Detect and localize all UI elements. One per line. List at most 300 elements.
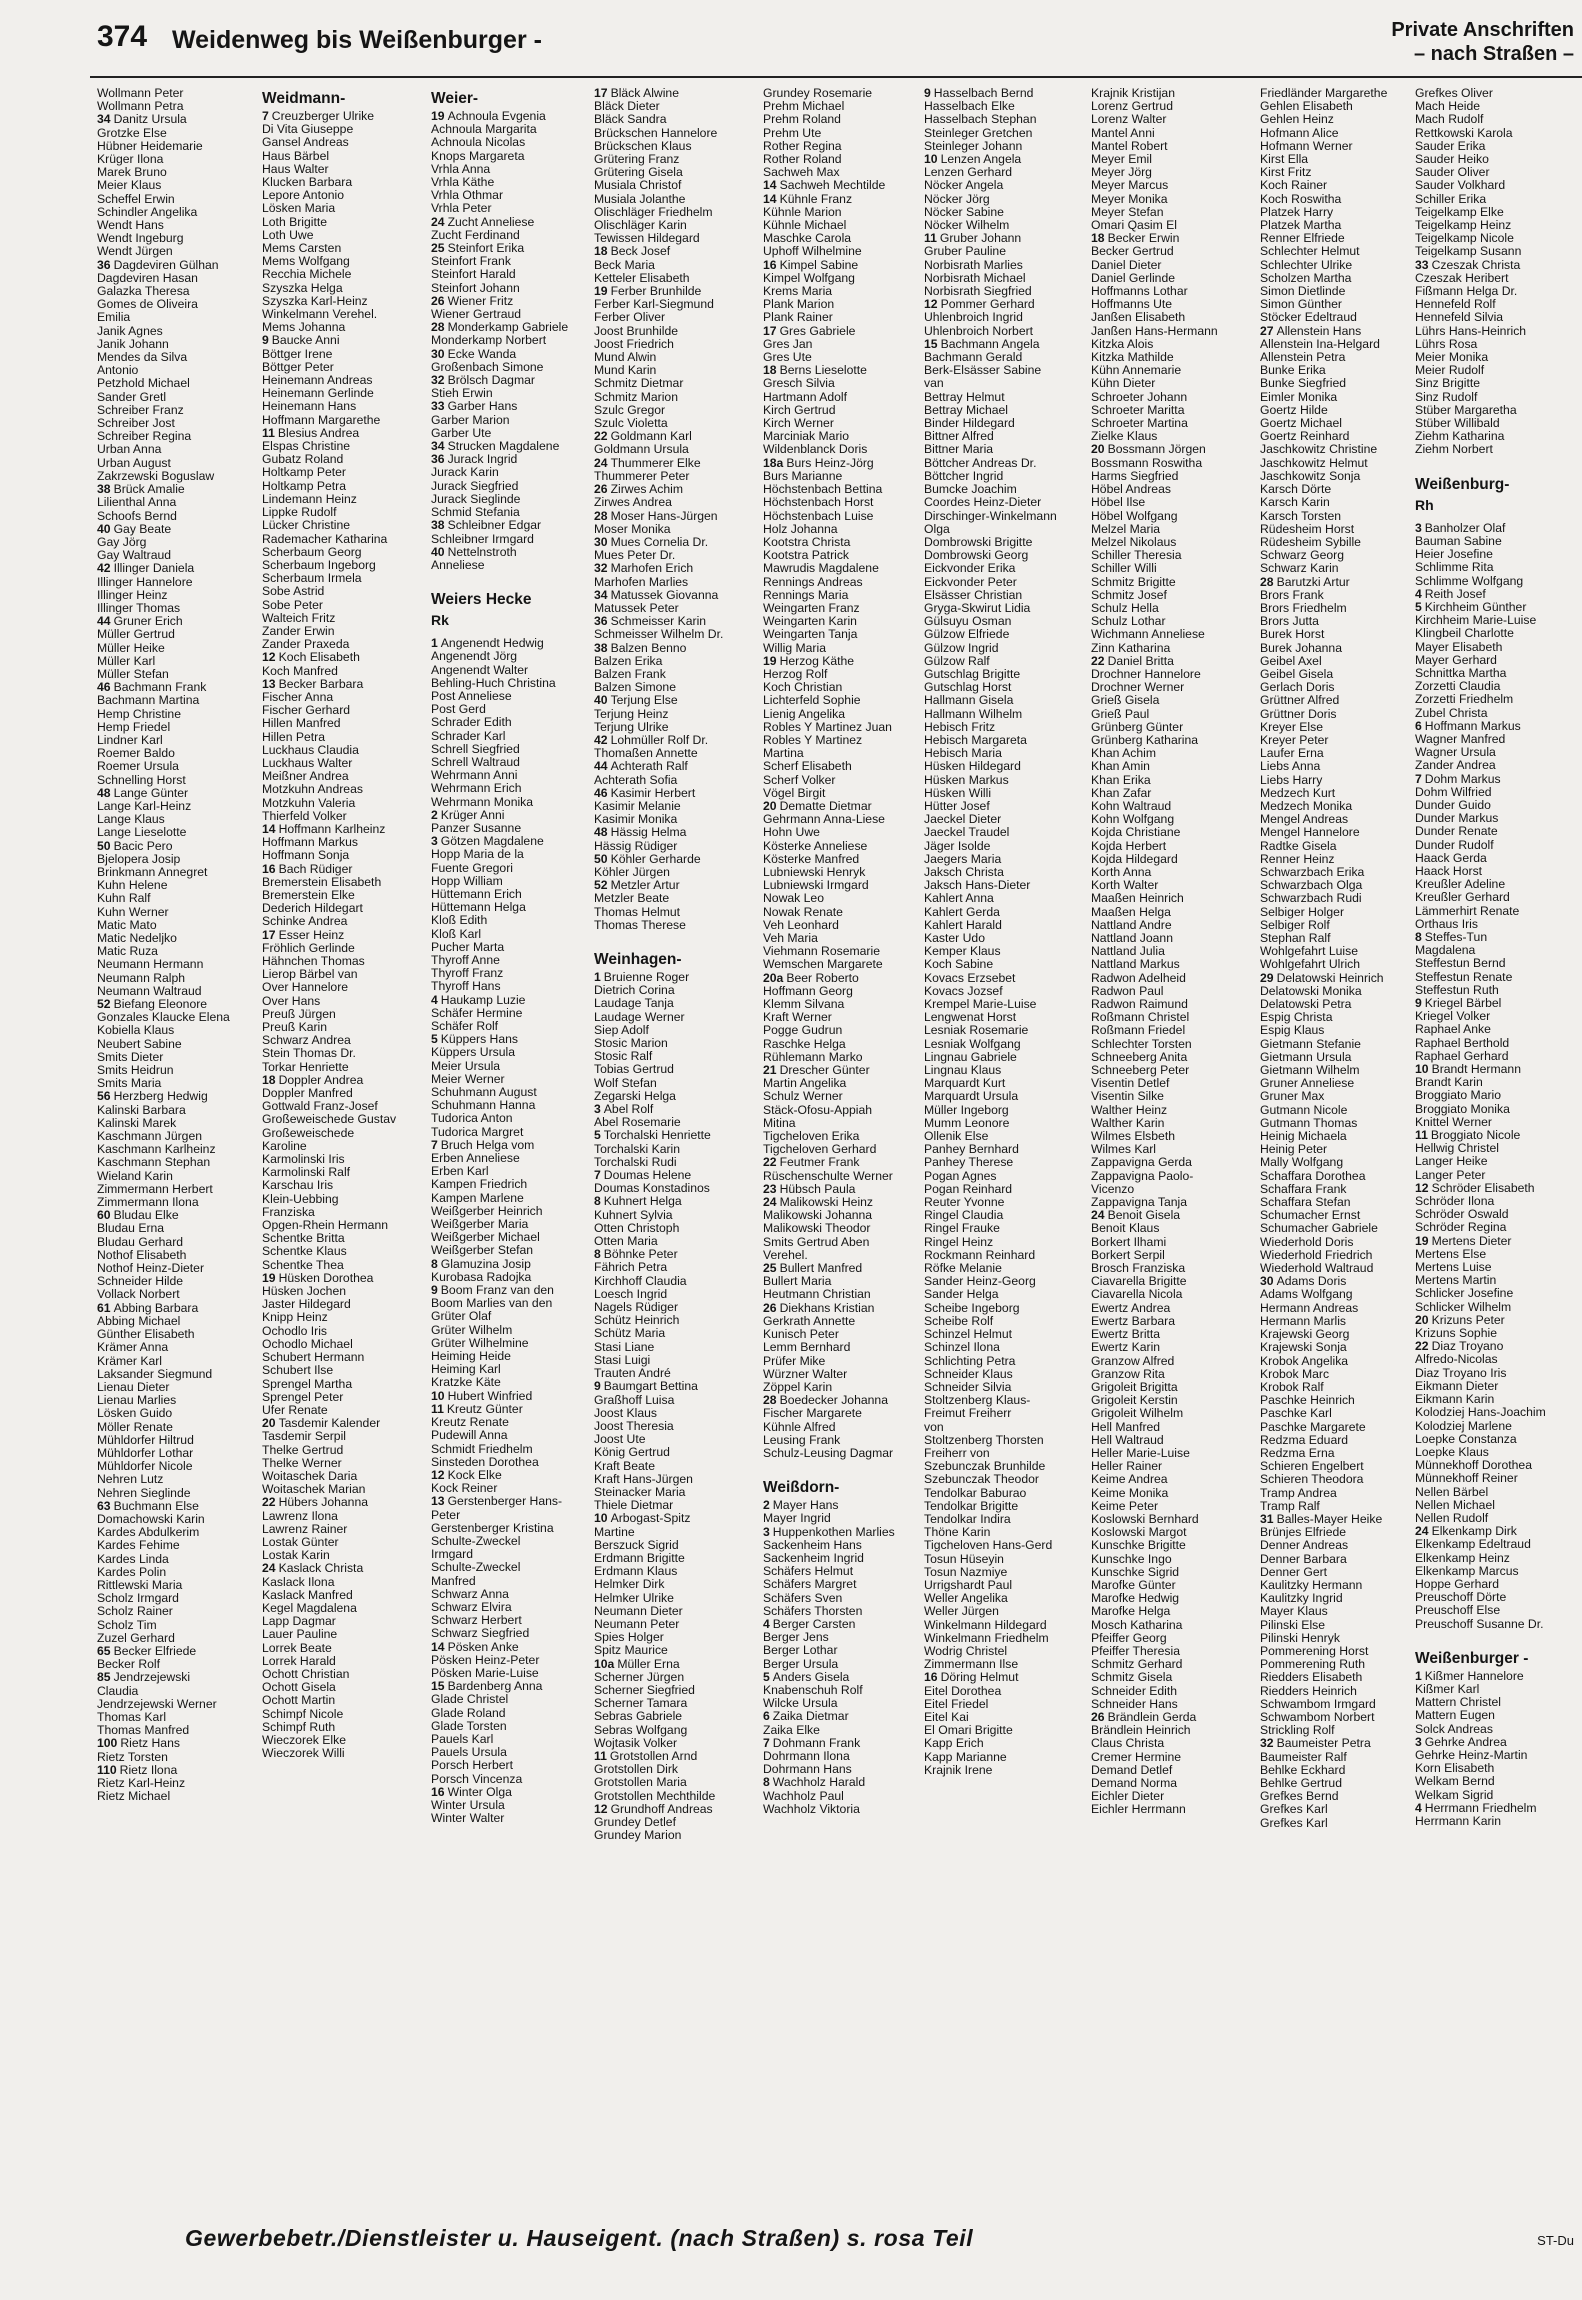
resident-name: Wachholz Harald [772,1776,866,1790]
directory-entry [262,1206,402,1219]
directory-entry [97,1500,237,1513]
resident-name: Loth Uwe [262,228,314,242]
resident-name: Lingnau Gabriele [924,1050,1017,1064]
resident-name: Marciniak Mario [763,430,850,444]
resident-name: Mems Wolfgang [262,255,350,269]
column-spacer [1415,457,1555,473]
directory-entry [1415,1406,1555,1419]
directory-entry [1415,272,1555,285]
directory-entry [431,1258,571,1271]
resident-name: Lohmüller Rolf Dr. [610,733,709,747]
directory-entry [431,1192,571,1205]
resident-name: Arbogast-Spitz [610,1512,691,1526]
house-number: 9 [1415,997,1422,1010]
resident-name: Gülzow Ralf [924,654,990,668]
resident-name: Brückschen Klaus [594,139,692,153]
directory-entry [924,813,1064,826]
directory-entry [1091,1685,1231,1698]
directory-entry [1415,1393,1555,1406]
directory-entry [763,1526,903,1539]
directory-entry [262,163,402,176]
directory-entry [594,1724,734,1737]
house-number: 40 [594,694,608,708]
directory-entry [1260,1394,1400,1407]
resident-name: Kitzka Alois [1091,337,1154,351]
directory-entry [1260,1711,1400,1724]
directory-entry [431,1205,571,1218]
resident-name: Steinacker Maria [594,1485,686,1499]
house-number: 10 [594,1512,608,1526]
resident-name: Jaksch Hans-Dieter [924,879,1031,893]
directory-entry [763,589,903,602]
resident-name: Fröhlich Gerlinde [262,941,355,955]
resident-name: Schulz Werner [763,1090,843,1104]
resident-name: Mund Alwin [594,351,657,365]
resident-name: Winter Olga [447,1785,512,1799]
resident-name: Schroeter Johann [1091,390,1188,404]
directory-entry [431,782,571,795]
resident-name: Medzech Kurt [1260,786,1336,800]
resident-name: Hofmann Werner [1260,139,1353,153]
resident-name: Joost Klaus [594,1406,658,1420]
directory-entry [924,998,1064,1011]
resident-name: Goldmann Ursula [594,443,689,457]
resident-name: Eichler Dieter [1091,1790,1165,1804]
resident-name: Grieß Paul [1091,707,1150,721]
house-number: 25 [763,1262,777,1276]
resident-name: Bruch Helga vom [440,1138,535,1152]
resident-name: Jaschkowitz Helmut [1260,456,1368,470]
house-number: 26 [594,483,608,497]
directory-entry [97,1553,237,1566]
directory-entry [594,311,734,324]
house-number: 23 [763,1182,777,1196]
directory-entry [262,1298,402,1311]
resident-name: Wagner Ursula [1415,746,1496,760]
resident-name: Lichterfeld Sophie [763,694,861,708]
resident-name: Steffestun Bernd [1415,957,1506,971]
resident-name: Liebs Anna [1260,760,1321,774]
house-number: 110 [97,1763,117,1777]
directory-entry [924,193,1064,206]
resident-name: Binder Hildegard [924,417,1015,431]
resident-name: Ziehm Katharina [1415,430,1505,444]
directory-entry [262,1444,402,1457]
directory-entry [763,153,903,166]
directory-entry [431,440,571,453]
directory-entry [431,835,571,848]
resident-name: Höchstenbach Bettina [763,483,883,497]
directory-entry [763,113,903,126]
resident-name: Panhey Bernhard [924,1143,1019,1157]
house-number: 33 [1415,258,1429,272]
directory-entry [924,1064,1064,1077]
directory-entry [1091,615,1231,628]
directory-entry [262,1562,402,1575]
resident-name: Zielke Klaus [1091,430,1158,444]
resident-name: Scherner Tamara [594,1697,688,1711]
resident-name: Schumacher Gabriele [1260,1222,1378,1236]
directory-entry [97,1645,237,1658]
directory-entry [262,1721,402,1734]
directory-entry [1260,1038,1400,1051]
directory-entry [97,1288,237,1301]
resident-name: Köhler Gerharde [610,852,701,866]
resident-name: Nöcker Jörg [924,192,990,206]
directory-entry [262,1232,402,1245]
resident-name: Doppler Andrea [278,1073,364,1087]
resident-name: Korn Elisabeth [1415,1762,1495,1776]
directory-entry [1091,1302,1231,1315]
directory-entry [594,866,734,879]
directory-column-8 [1260,87,1400,1830]
resident-name: Zuzel Gerhard [97,1631,175,1645]
resident-name: Schlicker Wilhelm [1415,1300,1512,1314]
resident-name: Pauels Karl [431,1732,494,1746]
resident-name: Martin Angelika [763,1077,847,1091]
resident-name: Wieczorek Elke [262,1733,346,1747]
resident-name: Winkelmann Friedhelm [924,1631,1049,1645]
directory-entry [594,338,734,351]
resident-name: Kreyer Else [1260,720,1323,734]
resident-name: Gerlach Doris [1260,681,1335,695]
directory-entry [594,298,734,311]
directory-entry [262,889,402,902]
resident-name: Bludau Elke [113,1209,179,1223]
house-number: 50 [594,852,608,866]
resident-name: Berger Carsten [772,1617,856,1631]
directory-entry [763,510,903,523]
resident-name: Scholzen Martha [1260,271,1352,285]
resident-name: Bettray Michael [924,403,1008,417]
directory-entry [594,166,734,179]
resident-name: Jurack Siegfried [431,479,519,493]
directory-entry [594,457,734,470]
resident-name: Dunder Renate [1415,825,1498,839]
directory-entry [97,1355,237,1368]
directory-entry [97,1513,237,1526]
directory-entry [97,417,237,430]
directory-entry [431,1178,571,1191]
resident-name: Knabenschuh Rolf [763,1683,863,1697]
directory-entry [1260,496,1400,509]
directory-entry [97,721,237,734]
directory-entry [1091,853,1231,866]
resident-name: Kahlert Anna [924,892,994,906]
directory-entry [1415,206,1555,219]
directory-entry [924,1156,1064,1169]
directory-entry [924,1315,1064,1328]
resident-name: Schuhmann August [431,1086,537,1100]
resident-name: Bläck Dieter [594,100,660,114]
directory-entry [431,414,571,427]
directory-entry [924,417,1064,430]
directory-entry [1091,1117,1231,1130]
directory-entry [1091,813,1231,826]
resident-name: Dohrmann Ilona [763,1749,850,1763]
directory-entry [594,1803,734,1816]
directory-entry [1415,1472,1555,1485]
house-number: 16 [924,1671,938,1685]
resident-name: Drochner Werner [1091,681,1185,695]
resident-name: Mayer Klaus [1260,1605,1328,1619]
directory-entry [97,549,237,562]
directory-entry [1260,127,1400,140]
resident-name: Siep Adolf [594,1023,649,1037]
resident-name: Lenzen Angela [940,153,1022,167]
directory-entry [763,945,903,958]
directory-entry [97,179,237,192]
directory-entry [594,259,734,272]
directory-entry [924,1183,1064,1196]
directory-entry [924,681,1064,694]
resident-name: Sprengel Martha [262,1377,353,1391]
directory-entry [97,879,237,892]
directory-entry [763,826,903,839]
resident-name: Tigcheloven Hans-Gerd [924,1539,1053,1553]
directory-entry [431,1086,571,1099]
house-number: 22 [763,1156,777,1170]
directory-entry [594,1671,734,1684]
directory-entry [262,282,402,295]
directory-entry [594,1011,734,1024]
directory-entry [1260,1051,1400,1064]
directory-entry [262,1285,402,1298]
resident-name: Krizuns Sophie [1415,1327,1497,1341]
resident-name: Baucke Anni [271,334,340,348]
resident-name: Musiala Jolanthe [594,192,686,206]
resident-name: Laksander Siegmund [97,1367,213,1381]
resident-name: Bruienne Roger [603,971,690,984]
resident-name: Elkenkamp Edeltraud [1415,1538,1531,1552]
directory-entry [594,747,734,760]
resident-name: Preuschoff Else [1415,1604,1501,1618]
directory-entry [262,1193,402,1206]
resident-name: Koch Christian [763,681,843,695]
directory-entry [1091,193,1231,206]
resident-name: Matic Mato [97,918,157,932]
resident-name: Schaffara Frank [1260,1182,1347,1196]
resident-name: Herrmann Karin [1415,1814,1502,1828]
resident-name: Illinger Hannelore [97,575,193,589]
resident-name: Antonio [97,364,139,378]
resident-name: Blesius Andrea [277,426,360,440]
resident-name: Norbisrath Michael [924,271,1026,285]
resident-name: Vrhla Othmar [431,189,504,203]
resident-name: Wehrmann Anni [431,769,518,783]
resident-name: Kapp Erich [924,1737,984,1751]
directory-entry [1415,1103,1555,1116]
resident-name: Hopp Maria de la [431,848,524,862]
directory-entry [594,879,734,892]
house-number: 27 [1260,324,1274,338]
directory-entry [97,140,237,153]
resident-name: Gubatz Roland [262,453,344,467]
directory-entry [1260,113,1400,126]
directory-entry [594,1050,734,1063]
directory-entry [1260,1539,1400,1552]
resident-name: Geibel Gisela [1260,667,1334,681]
directory-entry [924,179,1064,192]
resident-name: Schwarzbach Olga [1260,879,1363,893]
house-number: 20 [262,1417,276,1431]
header-divider [90,76,1582,78]
resident-name: Schoofs Bernd [97,509,177,523]
resident-name: Stieh Erwin [431,387,493,401]
resident-name: Kühnle Franz [779,192,853,206]
directory-entry [1415,944,1555,957]
house-number: 8 [594,1248,601,1262]
directory-entry [1260,1421,1400,1434]
resident-name: Winter Walter [431,1812,505,1826]
resident-name: Torchalski Rudi [594,1155,677,1169]
directory-entry [594,1512,734,1525]
resident-name: Mertens Luise [1415,1261,1492,1275]
section-title-line-1: Private Anschriften [1391,19,1574,41]
resident-name: Roemer Baldo [97,747,175,761]
resident-name: Malikowski Theodor [763,1222,871,1236]
directory-entry [1415,1420,1555,1433]
resident-name: Monderkamp Norbert [431,334,547,348]
directory-entry [262,1615,402,1628]
resident-name: Kreutz Renate [431,1416,509,1430]
resident-name: Riedders Elisabeth [1260,1671,1363,1685]
resident-name: Kühn Dieter [1091,377,1156,391]
directory-entry [763,443,903,456]
directory-entry [594,219,734,232]
resident-name: Klucken Barbara [262,176,353,190]
directory-entry [763,496,903,509]
resident-name: Freiherr von [924,1446,990,1460]
resident-name: Biefang Eleonore [113,998,208,1012]
directory-entry [924,483,1064,496]
directory-entry [1260,562,1400,575]
directory-column-2 [262,87,402,1760]
resident-name: Kreußler Adeline [1415,878,1506,892]
directory-entry [431,1099,571,1112]
resident-name: Brosch Franziska [1091,1262,1186,1276]
house-number: 10 [431,1389,445,1403]
resident-name: Laudage Werner [594,1010,685,1024]
resident-name: Tosun Nazmiye [924,1565,1008,1579]
resident-name: Mund Karin [594,364,657,378]
house-number: 40 [431,545,445,559]
directory-entry [262,414,402,427]
resident-name: Dunder Rudolf [1415,838,1494,852]
resident-name: Gay Beate [113,522,172,536]
directory-entry [1260,1803,1400,1816]
resident-name: Weißgerber Heinrich [431,1204,543,1218]
resident-name: Bacic Pero [113,839,173,853]
directory-entry [97,1051,237,1064]
resident-name: Helmker Dirk [594,1578,665,1592]
resident-name: Kloß Karl [431,927,482,941]
resident-name: Ochott Christian [262,1667,350,1681]
directory-entry [97,919,237,932]
directory-entry [262,1628,402,1641]
directory-entry [1091,483,1231,496]
resident-name: Khan Zafar [1091,786,1152,800]
directory-entry [924,1645,1064,1658]
resident-name: Korth Anna [1091,865,1152,879]
resident-name: Schäfers Sven [763,1591,843,1605]
resident-name: Radwon Adelheid [1091,971,1186,985]
house-number: 100 [97,1737,118,1751]
resident-name: Marofke Günter [1091,1578,1176,1592]
resident-name: Schrader Karl [431,729,506,743]
directory-entry [1260,866,1400,879]
directory-entry [262,1021,402,1034]
resident-name: Loepke Klaus [1415,1445,1489,1459]
directory-entry [1260,694,1400,707]
directory-entry [97,1381,237,1394]
resident-name: Hebisch Margareta [924,733,1027,747]
resident-name: Keime Andrea [1091,1473,1168,1487]
resident-name: Mayer Hans [772,1499,839,1513]
resident-name: Scholz Rainer [97,1605,173,1619]
directory-entry [594,1024,734,1037]
directory-entry [1091,166,1231,179]
directory-entry [1260,272,1400,285]
directory-entry [763,734,903,747]
resident-name: Nowak Leo [763,892,824,906]
directory-entry [262,981,402,994]
resident-name: Bachmann Gerald [924,351,1023,365]
directory-entry [924,311,1064,324]
directory-entry [1260,840,1400,853]
directory-entry [431,1112,571,1125]
directory-entry [262,1523,402,1536]
directory-entry [594,1261,734,1274]
directory-entry [924,945,1064,958]
directory-entry [97,760,237,773]
house-number: 30 [431,347,445,361]
directory-entry [924,1368,1064,1381]
resident-name: Thelke Gertrud [262,1443,344,1457]
resident-name: Matic Ruza [97,945,158,959]
resident-name: Urban Anna [97,443,162,457]
resident-name: Thummerer Elke [610,456,701,470]
resident-name: Schwarzbach Erika [1260,865,1365,879]
resident-name: Bremerstein Elisabeth [262,875,382,889]
directory-entry [763,1658,903,1671]
resident-name: Goldmann Karl [610,430,692,444]
resident-name: Allenstein Ina-Helgard [1260,337,1380,351]
directory-entry [431,1509,571,1522]
directory-entry [1260,747,1400,760]
resident-name: Abel Rolf [603,1103,654,1117]
house-number: 63 [97,1499,111,1513]
resident-name: Diaz Troyano Iris [1415,1366,1507,1380]
directory-entry [97,1170,237,1183]
directory-entry [262,1391,402,1404]
resident-name: Meier Rudolf [1415,364,1485,378]
resident-name: Paschke Karl [1260,1407,1332,1421]
house-number: 12 [594,1802,608,1816]
resident-name: Kirst Fritz [1260,166,1312,180]
directory-entry [924,1355,1064,1368]
house-number: 18a [763,456,784,470]
directory-entry [431,1812,571,1825]
directory-entry [1415,1683,1555,1696]
directory-entry [262,1549,402,1562]
directory-entry [431,466,571,479]
resident-name: Dohrmann Hans [763,1763,852,1777]
directory-entry [1091,140,1231,153]
resident-name: Behling-Huch Christina [431,676,556,690]
resident-name: Beer Roberto [786,971,859,985]
directory-entry [262,704,402,717]
